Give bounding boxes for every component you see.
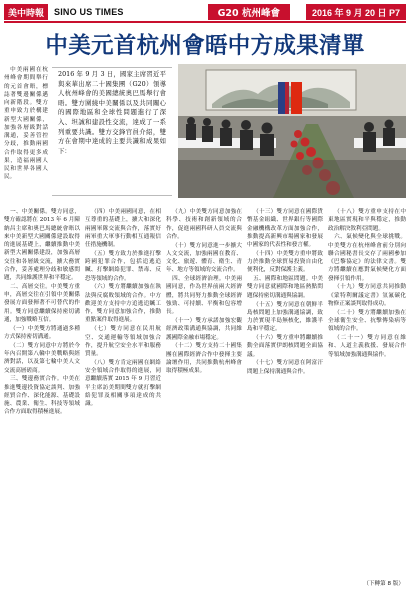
column-paragraph: （十七）雙方同意在阿富汗問題上保持溝通與合作。 xyxy=(247,360,323,375)
column-paragraph: 四、全球經濟治理。中美兩國同意，作為世界前兩大經濟體，將共同努力推動全球經濟強勁、可持續、平衡和包容增長。 xyxy=(166,276,242,316)
article-column-1 xyxy=(4,208,80,578)
china-flag-icon xyxy=(291,82,302,114)
article-column-4 xyxy=(247,208,323,578)
column-paragraph: 五、國際和地區問題。中美雙方同意就國際和地區熱點問題保持密切溝通與協調。 xyxy=(247,276,323,299)
lead-paragraph: 2016 年 9 月 3 日，國家主席習近平與來華出席二十國集團（G20）領導人杭州峰會的美國總統奧巴馬舉行會晤。雙方圍繞中美關係以及共同關心的國際地區和全球性問題進行了深入、坦誠和建設性交流，達成了一系列重要共識。雙方交鋒官員介紹，雙方在會期中達成的主要共識和成果如下： xyxy=(58,70,166,155)
column-paragraph: 二、高層交往。中美雙方重申，高層交往在引領中美關係發展方面發揮著不可替代的作用。雙方同意繼續保持密切溝通，加強戰略互信。 xyxy=(4,283,80,323)
column-paragraph: 中美兩國在杭州峰會期間舉行的元首會晤，標誌著雙邊關係邁向新階段。雙方重申致力於構建新型大國關係，加強各層級對話溝通，妥善管控分歧，推動兩國合作取得更多成果，造福兩國人民和世界各國人民。 xyxy=(4,67,48,181)
column-paragraph: （九）中美雙方同意加強在科學、技術和創新領域的合作，促進兩國科研人員交流與合作。 xyxy=(166,209,242,240)
section-title: G20 杭州峰會 xyxy=(208,4,290,20)
column-paragraph: （十四）中美雙方重申將致力於推動全球貿易投資自由化便利化，反對保護主義。 xyxy=(247,250,323,274)
column-paragraph: （二十）雙方將繼續加強在全球衛生安全、抗擊傳染病等領域的合作。 xyxy=(328,309,406,333)
column-paragraph: 三、雙邊務實合作。中美在推進雙邊投資協定談判、加強經貿合作、深化能源、基礎設施、農業、衛生、科技等領域合作方面取得積極進展。 xyxy=(4,376,80,416)
column-paragraph: 一、中美關係。雙方同意，雙方確認將在 2013 年 6 月陳納昌主席和奧巴馬總統會晤以來中美新型大國關係建設取得的進展基礎上，繼續推動中美新型大國關係建設，加強高層交往和各層級交流，擴大務實合作，妥善處理分歧和敏感問題，共同維護世界和平穩定。 xyxy=(4,209,80,281)
article-column-5 xyxy=(328,208,406,578)
column-paragraph: （十一）雙方承諾加強宏觀經濟政策溝通與協調，共同維護國際金融市場穩定。 xyxy=(166,318,242,341)
date-page-label: 2016 年 9 月 20 日 P7 xyxy=(306,4,406,20)
column-paragraph: 六、氣候變化與全球挑戰。中美雙方在杭州峰會前分別向聯合國秘書長交存了兩國參加《巴黎協定》的法律文書。雙方將繼續在應對氣候變化方面發揮引領作用。 xyxy=(328,234,406,282)
column-paragraph: （十六）雙方重申將繼續推動全面落實伊朗核問題全面協議。 xyxy=(247,335,323,358)
column-paragraph: （十九）雙方同意共同推動《蒙特利爾議定書》氫氟碳化物修正案談判取得成功。 xyxy=(328,284,406,307)
header-rule xyxy=(4,21,406,23)
column-paragraph: （四）中美兩國同意，在相互尊重的基礎上，擴大和深化兩國軍隊交流與合作，落實好兩軍重大軍事行動相互通報信任措施機制。 xyxy=(85,209,161,248)
headline: 中美元首杭州會晤中方成果清單 xyxy=(45,33,365,59)
column-paragraph: （五）雙方致力於推進打擊跨國犯罪合作，包括追逃追贓、打擊網絡犯罪、禁毒、反恐等領域的合作。 xyxy=(85,250,161,282)
page-header xyxy=(4,4,406,20)
publication-name: SINO US TIMES xyxy=(54,7,124,17)
article-column-3 xyxy=(166,208,242,578)
column-paragraph: （六）雙方將繼續加強在執法與反腐敗領域的合作。中方歡迎美方支持中方追逃追贓工作，雙方同意加強合作，推動重點案件取得進展。 xyxy=(85,284,161,324)
column-paragraph: （七）雙方同意在民用航空、交通運輸等領域加強合作，提升航空安全水平和服務質量。 xyxy=(85,326,161,358)
column-paragraph: （十八）雙方重申支持在中東地區實現和平與穩定，推動政治解決敘利亞問題。 xyxy=(328,209,406,232)
column-paragraph: （一）中美雙方將通過多種方式保持密切溝通。 xyxy=(4,325,80,340)
column-paragraph: （二）雙方同意中方將於今年內召開第八輪中美戰略與經濟對話，以及第七輪中美人文交流高層磋商。 xyxy=(4,342,80,374)
meeting-photo xyxy=(178,64,406,198)
column-paragraph: （十二）雙方支持二十國集團在國際經濟合作中發揮主要論壇作用，共同推動杭州峰會取得積極成果。 xyxy=(166,343,242,375)
column-paragraph: （十三）雙方同意在國際貨幣基金組織、世界銀行等國際金融機構改革方面加強合作，推動提高新興市場國家和發展中國家的代表性和發言權。 xyxy=(247,209,323,248)
us-flag-icon xyxy=(278,82,289,114)
column-paragraph: （十五）雙方同意在朝鮮半島核問題上加強溝通協調，致力於實現半島無核化，維護半島和平穩定。 xyxy=(247,301,323,333)
column-paragraph: （二十一）雙方同意在維和、人道主義救援、發展合作等領域加強溝通與協作。 xyxy=(328,335,406,358)
newspaper-logo: 美中時報 xyxy=(4,4,48,20)
article-column-intro xyxy=(4,66,48,206)
article-column-2 xyxy=(85,208,161,578)
continued-note: （下轉第 8 版） xyxy=(363,581,404,587)
column-paragraph: （八）雙方肯定兩國在網絡安全領域合作取得的進展，同意繼續落實 2015 年 9 月習近平主席訪美期間雙方就打擊網絡犯罪及相關事項達成的共識。 xyxy=(85,359,161,408)
column-paragraph: （十）雙方同意進一步擴大人文交流，加強兩國在教育、文化、旅遊、體育、衛生、青年、地方等領域的交流合作。 xyxy=(166,242,242,274)
